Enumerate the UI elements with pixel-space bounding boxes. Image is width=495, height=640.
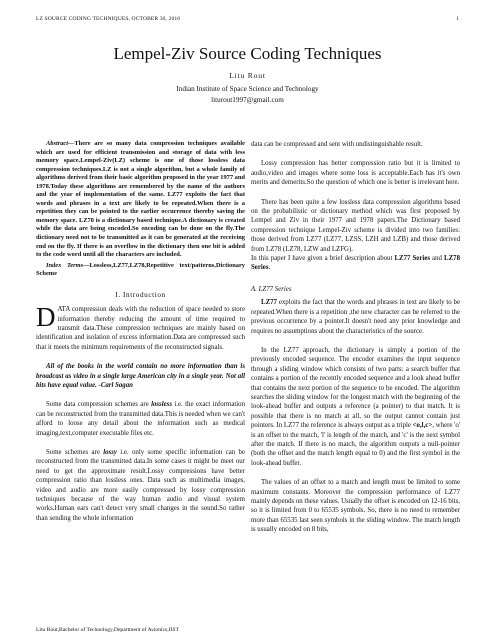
triple-notation: <o,l,c>	[412, 422, 433, 430]
author-footnote: Litu Rout,Bachelor of Technology,Department of Avionics,IIST	[36, 627, 179, 633]
index-terms-label: Index Terms	[46, 261, 84, 269]
lz77-series-term: LZ77 Series	[394, 255, 430, 263]
intro-paragraph-1-text: ATA compression deals with the reduction of space needed to store information thereby reducing the amount of time required to transmit data.These compression techniques are mainly based on identification and isolation of excess information.Data are compressed such that it meets the minimum requirements of the reconstructed signals.	[36, 306, 245, 351]
p6-end: , where 'o' is an offset to the match, 'l' is length of the match, and 'c' is the next symbol after the match. If there is no match, the algorithm outputs a null-pointer (both the offset and the match length equal to 0) and the first symbol in the look-ahead buffer.	[251, 422, 460, 467]
running-title: LZ SOURCE CODING TECHNIQUES, OCTOBER 30, 2016	[36, 16, 181, 22]
lz77-lead: LZ77	[261, 299, 277, 307]
page-number: 1	[456, 16, 459, 22]
author-affiliation: Indian Institute of Space Science and Technology	[176, 85, 319, 93]
paper-title: Lempel-Ziv Source Coding Techniques	[113, 44, 382, 63]
term-lossy: lossy	[103, 449, 117, 457]
lz78-series-term: LZ78 Series	[251, 255, 460, 272]
intro-paragraph-2	[36, 400, 245, 438]
section-heading-introduction: I. Introduction	[115, 290, 166, 299]
p4-start: In this paper I have given a brief description about	[251, 255, 395, 263]
abstract-label: Abstract	[46, 140, 69, 147]
p5-rest: exploits the fact that the words and phrases in text are likely to be repeated.When there is a repetition ,the new character can be referred to the previous occurrence by a pointer.It doesn't need any prior knowledge and requires no assumptions about the characteristics of the source.	[251, 299, 460, 335]
intro-p3-end: i.e. only some specific information can be reconstructed from the transmitted data.In some cases it might be meet our need to get the approximate result.Lossy compressions have better compression ratio than lossless ones. Data such as multimedia images, video and audio are more easily compressed by lossy compression techniques because of the way human audio and visual system works.Human ears can't detect very small changes in the sound.So rather than sending the whole information	[36, 449, 246, 522]
intro-p2-start: Some data compression schemes are	[46, 401, 152, 409]
right-paragraph-3: There has been quite a few lossless data compression algorithms based on the probabilistic or dictionary method which was first proposed by Lempel and Ziv in their 1977 and 1978 papers.The Dictionary based compression technique Lempel-Ziv scheme is divided into two families: those derived from LZ77 (LZ77, LZSS, LZH and LZB) and those derived from LZ78 (LZ78, LZW and LZFG).	[251, 198, 460, 253]
index-terms-text: —Lossless,LZ77,LZ78,Repetitive text/patterns,Dictionary Scheme	[36, 261, 245, 278]
intro-paragraph-1	[36, 302, 245, 352]
right-paragraph-4	[251, 254, 460, 273]
abstract-text: —There are so many data compression techniques available which are used for efficient transmission and storage of data with less memory space.Lempel-Ziv(LZ) scheme is one of those lossless data compression techniques.LZ is not a single algorithm, but a whole family of algorithms derived from their basic algorithm proposed in the year 1977 and 1978.Today these algorithms are remembered by the name of the authors and the year of implementation of the same. LZ77 exploits the fact that words and phrases in a text are likely to be repeated.When there is a repetition they can be pointed to the earlier occurrence thereby saving the memory space. LZ78 is a dictionary based technique.A dictionary is created while the data are being encoded.So encoding can be done on the fly.The dictionary need not to be transmitted as it can be generated at the receiving end on the fly. If there is an overflow in the dictionary then one bit is added to the code word until all the characters are included.	[36, 140, 245, 259]
p6-start: In the LZ77 approach, the dictionary is simply a portion of the previously encoded sequence. The encoder examines the input sequence through a sliding window which consists of two parts: a search buffer that contains a portion of the recently encoded sequence and a look ahead buffer that contains the next portion of the sequence to be encoded. The algorithm searches the sliding window for the longest match with the beginning of the look-ahead buffer and outputs a reference (a pointer) to that match. It is possible that there is no match at all, so the output cannot contain just pointers. In LZ77 the reference is always output as a triple	[251, 346, 460, 430]
author-affiliation-block	[0, 84, 495, 106]
intro-p3-start: Some schemes are	[46, 449, 104, 457]
intro-paragraph-3	[36, 448, 245, 523]
abstract	[36, 140, 245, 260]
epigraph-quote: All of the books in the world contain no more information than is broadcast as video in a single large American city in a single year. Not all bits have equal value. -Carl Sagan	[36, 363, 245, 389]
running-header	[36, 16, 459, 28]
drop-cap: D	[36, 302, 56, 333]
author-name: Litu Rout	[229, 71, 266, 80]
right-column	[251, 140, 460, 535]
term-lossless: lossless	[151, 401, 172, 409]
intro-p2-end: i.e. the exact information can be reconstructed from the transmitted data.This is needed when we can't afford to loose any detail about the information such as medical imaging,text,computer executable files etc.	[36, 401, 245, 437]
p4-mid: and	[429, 255, 445, 263]
author-email[interactable]: liturout1997@gmail.com	[211, 96, 284, 104]
subsection-heading-lz77: A. LZ77 Series	[251, 285, 292, 293]
right-paragraph-2: Lossy compression has better compression ratio but it is limited to audio,video and images where some loss is acceptable.Each has it's own merits and demerits.So the question of which one is better is irrelevant here.	[251, 160, 460, 187]
right-paragraph-7: The values of an offset to a match and length must be limited to some maximum constants. Moreover the compression performance of LZ77 mainly depends on these values. Usually the offset is encoded on 12-16 bits, so it is limited from 0 to 65535 symbols. So, there is no need to remember more than 65535 last seen symbols in the sliding window. The match length is usually encoded on 8 bits,	[251, 479, 460, 534]
left-column	[36, 140, 245, 523]
index-terms	[36, 262, 245, 279]
right-paragraph-6	[251, 346, 460, 468]
right-paragraph-1: data can be compressed and sent with undistinguishable result.	[251, 141, 423, 148]
p4-end: .	[268, 264, 271, 272]
right-paragraph-5	[251, 298, 460, 336]
